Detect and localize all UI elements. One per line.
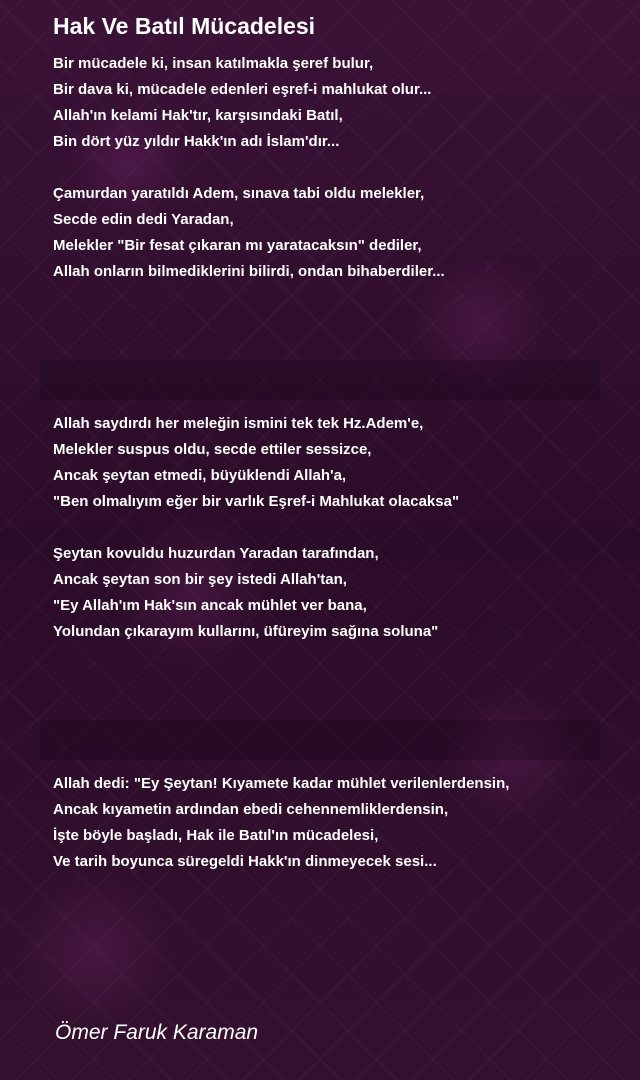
stanza-4 (53, 541, 438, 645)
stanza-2 (53, 181, 445, 285)
poem-line: "Ey Allah'ım Hak'sın ancak mühlet ver bana, (53, 597, 367, 614)
poem-line: Bir dava ki, mücadele edenleri eşref-i mahlukat olur... (53, 81, 432, 98)
poem-line: Yolundan çıkarayım kullarını, üfüreyim sağına soluna" (53, 623, 439, 640)
poem-line: Çamurdan yaratıldı Adem, sınava tabi oldu melekler, (53, 185, 425, 202)
poem-line: İşte böyle başladı, Hak ile Batıl'ın mücadelesi, (53, 827, 379, 844)
poem-title: Hak Ve Batıl Mücadelesi (53, 13, 316, 39)
poem-line: Allah'ın kelami Hak'tır, karşısındaki Batıl, (53, 107, 343, 124)
poem-line: Melekler suspus oldu, secde ettiler sessizce, (53, 441, 372, 458)
poem-line: Şeytan kovuldu huzurdan Yaradan tarafından, (53, 545, 379, 562)
stanza-5 (53, 771, 509, 875)
poem-line: Melekler "Bir fesat çıkaran mı yaratacaksın" dediler, (53, 237, 422, 254)
poem-line: Bir mücadele ki, insan katılmakla şeref bulur, (53, 55, 374, 72)
poem-line: Allah saydırdı her meleğin ismini tek tek Hz.Adem'e, (53, 415, 424, 432)
poem-line: Ancak şeytan son bir şey istedi Allah'tan, (53, 571, 347, 588)
poem-line: Ancak şeytan etmedi, büyüklendi Allah'a, (53, 467, 347, 484)
poem-line: Bin dört yüz yıldır Hakk'ın adı İslam'dır... (53, 133, 340, 150)
poem-line: "Ben olmalıyım eğer bir varlık Eşref-i Mahlukat olacaksa" (53, 493, 460, 510)
stanza-3 (53, 411, 459, 515)
background-band-1 (40, 360, 600, 400)
poem-line: Ancak kıyametin ardından ebedi cehennemliklerdensin, (53, 801, 449, 818)
poem-line: Allah onların bilmediklerini bilirdi, ondan bihaberdiler... (53, 263, 445, 280)
poem-line: Secde edin dedi Yaradan, (53, 211, 234, 228)
poem-line: Ve tarih boyunca süregeldi Hakk'ın dinmeyecek sesi... (53, 853, 437, 870)
stanza-1 (53, 51, 431, 155)
poem-line: Allah dedi: "Ey Şeytan! Kıyamete kadar mühlet verilenlerdensin, (53, 775, 510, 792)
poem-author: Ömer Faruk Karaman (55, 1021, 259, 1044)
background-band-2 (40, 720, 600, 760)
